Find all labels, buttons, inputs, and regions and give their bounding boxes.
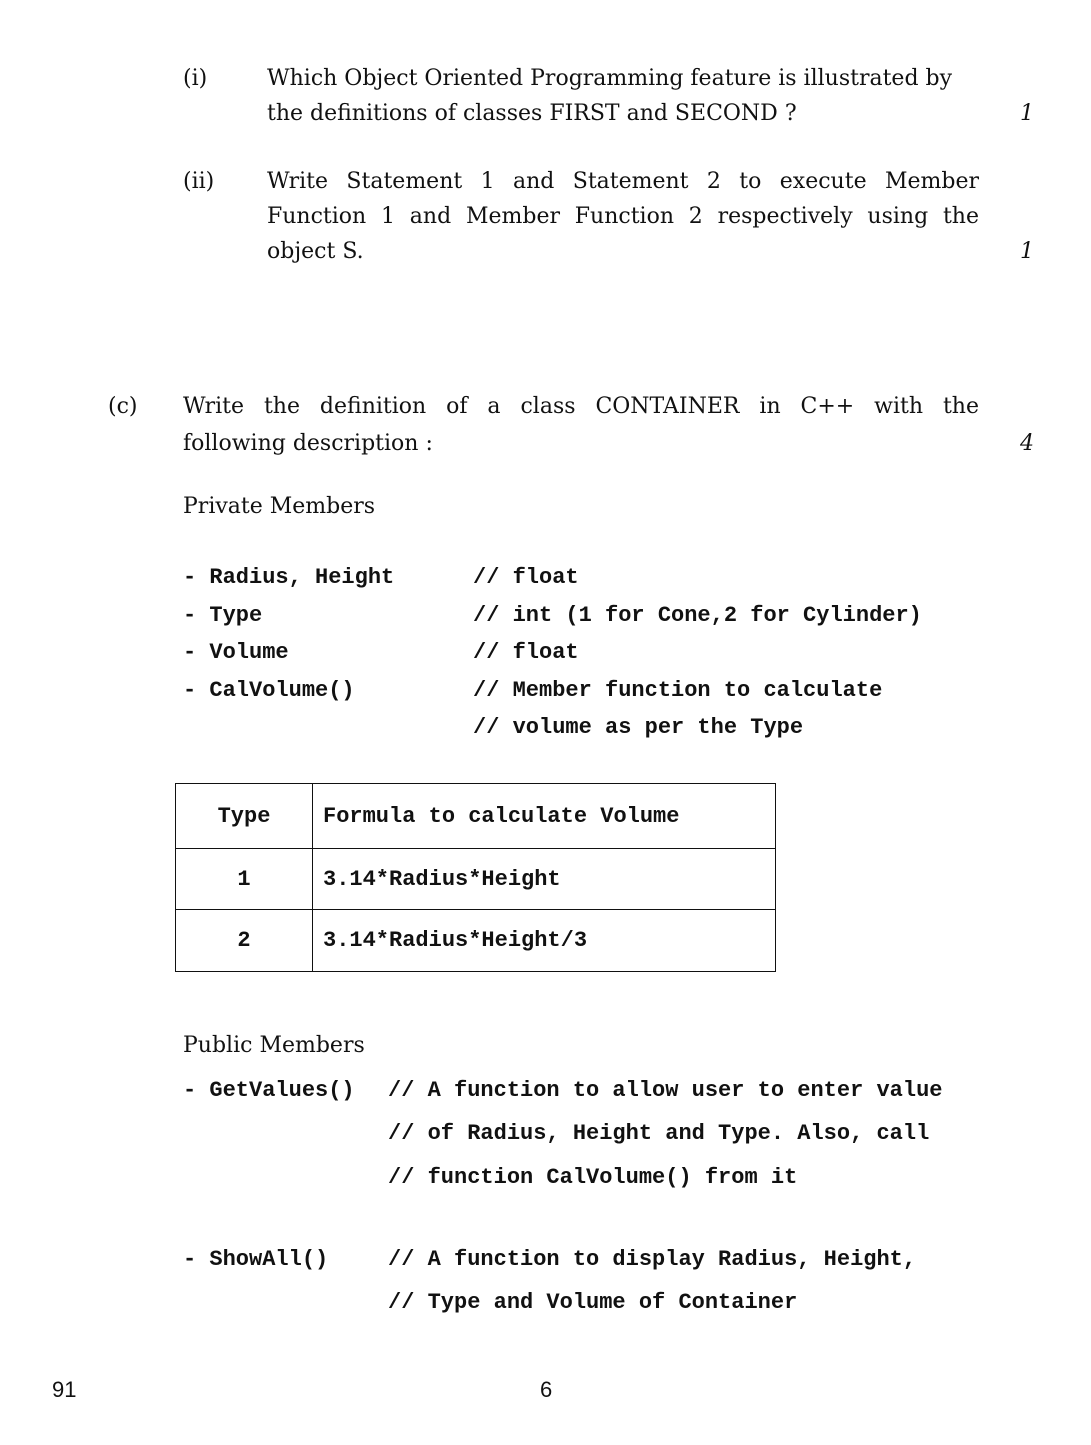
public-member-comment: // of Radius, Height and Type. Also, call <box>388 1121 930 1146</box>
public-member-name: - ShowAll() <box>183 1247 329 1272</box>
private-members-heading: Private Members <box>183 494 376 519</box>
question-i-marks: 1 <box>1020 101 1034 126</box>
table-cell-type: 2 <box>176 910 313 972</box>
table-cell-type: 1 <box>176 849 313 910</box>
question-c-marks: 4 <box>1020 431 1034 456</box>
private-member-name: - Radius, Height <box>183 565 395 590</box>
private-member-comment: // Member function to calculate <box>473 678 883 703</box>
table-header-type: Type <box>176 784 313 849</box>
public-member-comment: // function CalVolume() from it <box>388 1165 798 1190</box>
table-cell-formula: 3.14*Radius*Height/3 <box>313 910 776 972</box>
table-row <box>176 910 776 972</box>
private-member-name: - Type <box>183 603 263 628</box>
paper-code: 91 <box>52 1377 77 1402</box>
question-ii-line-3: object S. <box>267 239 364 264</box>
page-number: 6 <box>540 1377 553 1402</box>
public-members-heading: Public Members <box>183 1033 365 1058</box>
table-cell-formula: 3.14*Radius*Height <box>313 849 776 910</box>
private-member-comment: // int (1 for Cone,2 for Cylinder) <box>473 603 922 628</box>
public-member-name: - GetValues() <box>183 1078 355 1103</box>
private-member-name: - Volume <box>183 640 289 665</box>
public-member-comment: // A function to allow user to enter value <box>388 1078 943 1103</box>
question-ii-line-1: Write Statement 1 and Statement 2 to execute Member <box>267 169 979 194</box>
question-label-c: (c) <box>108 394 138 419</box>
table-header-row <box>176 784 776 849</box>
question-c-line-2: following description : <box>183 431 433 456</box>
public-member-comment: // Type and Volume of Container <box>388 1290 798 1315</box>
question-ii-line-2: Function 1 and Member Function 2 respectively using the <box>267 204 979 229</box>
public-member-comment: // A function to display Radius, Height, <box>388 1247 917 1272</box>
question-label-ii: (ii) <box>183 169 215 194</box>
volume-formula-table <box>175 783 776 972</box>
private-member-comment: // volume as per the Type <box>473 715 804 740</box>
private-member-comment: // float <box>473 640 579 665</box>
private-member-comment: // float <box>473 565 579 590</box>
question-c-line-1: Write the definition of a class CONTAINER in C++ with the <box>183 394 979 419</box>
table-header-formula: Formula to calculate Volume <box>313 784 776 849</box>
question-i-line-1: Which Object Oriented Programming feature is illustrated by <box>267 66 953 91</box>
question-label-i: (i) <box>183 66 208 91</box>
question-ii-marks: 1 <box>1020 239 1034 264</box>
question-i-line-2: the definitions of classes FIRST and SECOND ? <box>267 101 797 126</box>
private-member-name: - CalVolume() <box>183 678 355 703</box>
table-row <box>176 849 776 910</box>
